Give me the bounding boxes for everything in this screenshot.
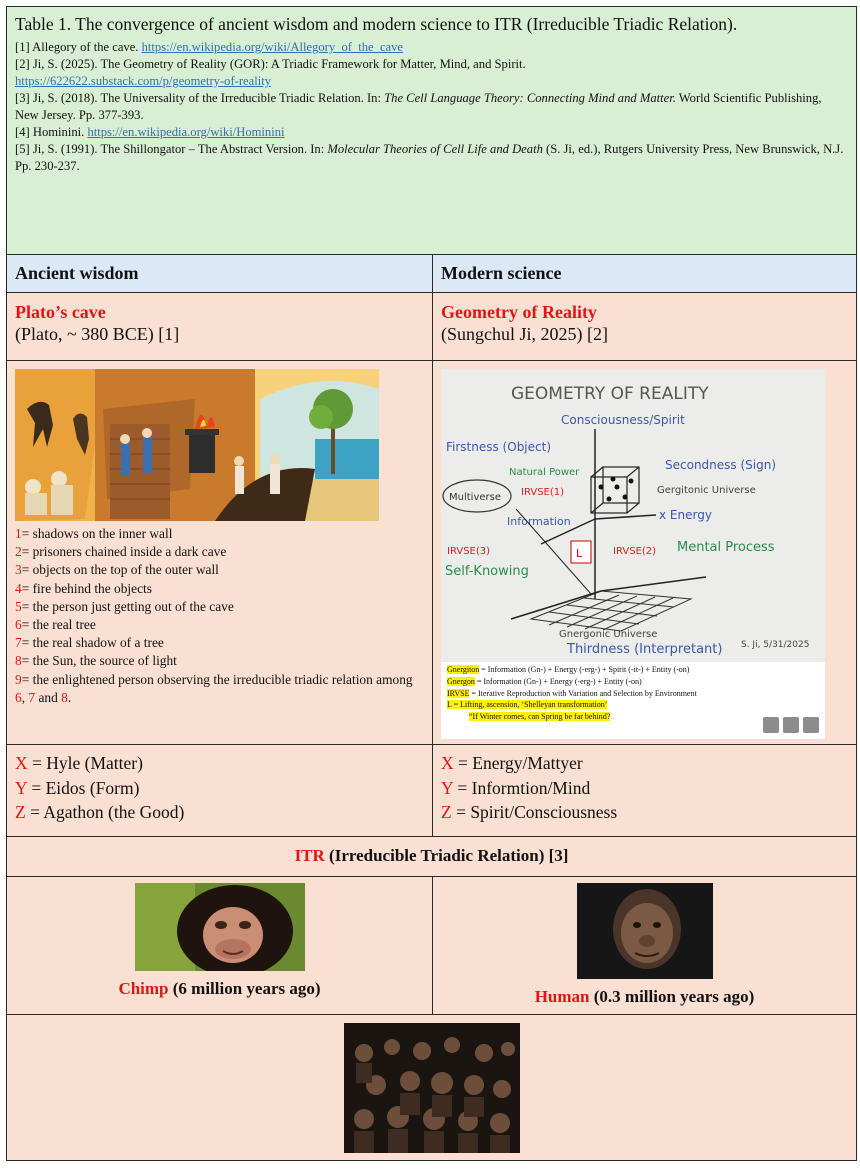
legend-item bbox=[15, 616, 424, 634]
modern-xyz-cell bbox=[433, 745, 857, 837]
caption-text: L = Lifting, ascension, ‘Shelleyan transformation’ bbox=[447, 700, 608, 710]
header-modern-science bbox=[433, 255, 857, 293]
itr-acronym: ITR bbox=[294, 846, 325, 865]
xyz-value: = Spirit/Consciousness bbox=[456, 802, 618, 822]
legend-ref-6: 6 bbox=[15, 689, 22, 705]
xyz-value: = Eidos (Form) bbox=[31, 777, 140, 798]
ref-number: [1] bbox=[15, 40, 30, 54]
gor-x-axis-lower bbox=[601, 577, 706, 591]
gor-information: Information bbox=[507, 515, 571, 528]
legend-text: = fire behind the objects bbox=[21, 580, 152, 596]
references bbox=[15, 39, 848, 175]
gor-caption-line bbox=[447, 699, 819, 711]
legend-text: = the real shadow of a tree bbox=[21, 635, 164, 651]
cave-illustration-svg bbox=[15, 369, 379, 521]
ref-text: Ji, S. (2025). The Geometry of Reality (GOR): A Triadic Framework for Matter, Mind, and Spirit. bbox=[32, 57, 526, 71]
cave-legend bbox=[15, 525, 424, 707]
reference-4 bbox=[15, 124, 848, 141]
gor-z-label: Consciousness/Spirit bbox=[561, 413, 685, 427]
legend-ref-7: 7 bbox=[28, 689, 36, 705]
legend-and: and bbox=[38, 689, 58, 705]
gor-irvse3: IRVSE(3) bbox=[447, 546, 491, 557]
cave-image-cell bbox=[7, 361, 433, 745]
gor-multiverse: Multiverse bbox=[449, 492, 501, 503]
xyz-line bbox=[441, 751, 848, 776]
gor-title-cell bbox=[433, 293, 857, 361]
early-human-photo bbox=[577, 883, 713, 979]
legend-text: = objects on the top of the outer wall bbox=[21, 562, 219, 578]
legend-number: 1 bbox=[15, 526, 22, 541]
xyz-key: Z bbox=[441, 802, 452, 822]
platos-cave-title bbox=[15, 293, 424, 345]
hominini-photo-svg bbox=[344, 1023, 520, 1153]
reference-5 bbox=[15, 141, 848, 175]
xyz-key: Y bbox=[441, 777, 453, 798]
ref-link[interactable]: https://en.wikipedia.org/wiki/Hominini bbox=[87, 125, 285, 139]
gor-secondness: Secondness (Sign) bbox=[665, 458, 777, 472]
copy-icon[interactable] bbox=[783, 717, 799, 733]
gor-caption-line bbox=[447, 664, 819, 676]
gor-thirdness: Thirdness (Interpretant) bbox=[567, 642, 723, 657]
ref-number: [2] bbox=[15, 57, 30, 71]
xyz-value: = Energy/Mattyer bbox=[458, 753, 583, 773]
ref-book-title: Molecular Theories of Cell Life and Death bbox=[327, 142, 543, 156]
header-right-text: Modern science bbox=[441, 263, 562, 283]
hominini-cell bbox=[7, 1015, 857, 1161]
gor-cube bbox=[591, 467, 639, 513]
legend-item bbox=[15, 634, 424, 652]
caption-text: “If Winter comes, can Spring be far behind? bbox=[469, 712, 611, 722]
xyz-key: X bbox=[441, 753, 454, 773]
header-left-text: Ancient wisdom bbox=[15, 263, 139, 283]
gor-mental-process: Mental Process bbox=[677, 540, 775, 555]
caption-text: = Iterative Reproduction with Variation and Selection by Environment bbox=[469, 688, 697, 698]
chimp-label: Chimp bbox=[118, 979, 169, 998]
legend-item bbox=[15, 598, 424, 616]
gor-natural-power: Natural Power bbox=[509, 467, 580, 478]
legend-item bbox=[15, 543, 424, 561]
legend-item bbox=[15, 652, 424, 670]
gor-firstness: Firstness (Object) bbox=[446, 440, 552, 454]
itr-heading bbox=[15, 837, 848, 875]
modern-xyz bbox=[441, 745, 848, 825]
ref-text: Ji, S. (1991). The Shillongator – The Abstract Version. In: bbox=[32, 142, 325, 156]
ref-tail: World Scientific Publishing, New Jersey. Pp. 377-393. bbox=[15, 91, 822, 122]
ancient-xyz bbox=[15, 745, 424, 825]
convergence-table bbox=[6, 6, 857, 1161]
gor-cube-dots bbox=[599, 477, 634, 502]
legend-number: 4 bbox=[15, 580, 22, 596]
xyz-key: Y bbox=[15, 777, 27, 798]
gor-title bbox=[441, 293, 848, 345]
gor-energy-axis: x Energy bbox=[659, 508, 712, 522]
chimp-caption bbox=[15, 978, 424, 1000]
gor-irvse1: IRVSE(1) bbox=[521, 487, 565, 498]
ref-tail: (S. Ji, ed.), Rutgers University Press, New Brunswick, N.J. Pp. 230-237. bbox=[15, 142, 844, 173]
xyz-line bbox=[15, 776, 424, 801]
download-icon[interactable] bbox=[763, 717, 779, 733]
gor-caption bbox=[441, 662, 825, 739]
legend-number: 5 bbox=[15, 598, 22, 614]
legend-number: 9 bbox=[15, 671, 22, 687]
caption-highlight: Gnergon bbox=[447, 676, 475, 686]
platos-cave-title-cell bbox=[7, 293, 433, 361]
reference-1 bbox=[15, 39, 848, 56]
cave-title-name: Plato’s cave bbox=[15, 302, 106, 322]
image-toolbar bbox=[763, 717, 819, 733]
legend-number: 8 bbox=[15, 653, 22, 669]
legend-ref-8: 8 bbox=[61, 689, 68, 705]
human-age: (0.3 million years ago) bbox=[593, 987, 755, 1006]
share-icon[interactable] bbox=[803, 717, 819, 733]
ref-text: Allegory of the cave. bbox=[32, 40, 139, 54]
legend-number: 3 bbox=[15, 562, 22, 578]
ref-link[interactable]: https://622622.substack.com/p/geometry-of-reality bbox=[15, 74, 272, 88]
hominini-group-photo bbox=[344, 1023, 520, 1153]
gor-diagram-title: GEOMETRY OF REALITY bbox=[511, 384, 709, 404]
human-cell bbox=[433, 877, 857, 1015]
cave-title-cite: (Plato, ~ 380 BCE) [1] bbox=[15, 324, 180, 344]
gor-x-axis-upper bbox=[595, 515, 656, 519]
xyz-key: X bbox=[15, 753, 28, 773]
legend-text: = the Sun, the source of light bbox=[21, 653, 177, 669]
xyz-line bbox=[15, 800, 424, 825]
legend-number: 6 bbox=[15, 617, 22, 633]
legend-number: 7 bbox=[15, 635, 22, 651]
gor-self-knowing: Self-Knowing bbox=[445, 564, 529, 579]
gor-lower-grid bbox=[531, 591, 691, 631]
ref-link[interactable]: https://en.wikipedia.org/wiki/Allegory_of_the_cave bbox=[141, 40, 404, 54]
legend-item bbox=[15, 580, 424, 598]
gor-gergitonic: Gergitonic Universe bbox=[657, 485, 756, 496]
human-caption bbox=[441, 986, 848, 1008]
gor-title-cite: (Sungchul Ji, 2025) [2] bbox=[441, 324, 608, 344]
chimp-photo bbox=[135, 883, 305, 971]
chimp-photo-svg bbox=[135, 883, 305, 971]
caption-highlight: Gnergiton bbox=[447, 665, 480, 674]
gor-l-label: L bbox=[576, 547, 583, 560]
geometry-of-reality-diagram bbox=[441, 369, 825, 739]
xyz-line bbox=[441, 776, 848, 801]
ref-number: [3] bbox=[15, 91, 30, 105]
human-label: Human bbox=[534, 987, 590, 1006]
table-title: Table 1. The convergence of ancient wisdom and modern science to ITR (Irreducible Triadic Relation). bbox=[15, 14, 738, 34]
reference-3 bbox=[15, 90, 848, 124]
legend-number: 2 bbox=[15, 544, 22, 560]
ref-book-title: The Cell Language Theory: Connecting Mind and Matter. bbox=[384, 91, 676, 105]
legend-text: = the real tree bbox=[21, 617, 96, 633]
xyz-value: = Hyle (Matter) bbox=[32, 753, 143, 773]
gor-caption-line bbox=[447, 676, 819, 688]
ancient-xyz-cell bbox=[7, 745, 433, 837]
itr-rest: (Irreducible Triadic Relation) [3] bbox=[329, 846, 569, 865]
ref-number: [5] bbox=[15, 142, 30, 156]
ref-text: Hominini. bbox=[32, 125, 85, 139]
ref-number: [4] bbox=[15, 125, 30, 139]
title-references-cell bbox=[7, 7, 857, 255]
gor-gnergonic: Gnergonic Universe bbox=[559, 629, 658, 640]
caption-highlight: IRVSE bbox=[447, 688, 470, 698]
gor-caption-line bbox=[447, 688, 819, 700]
gor-title-name: Geometry of Reality bbox=[441, 302, 597, 322]
legend-item: 9= the enlightened person observing the irreducible triadic relation among 6, 7 and 8. bbox=[15, 671, 413, 705]
legend-text: = the person just getting out of the cave bbox=[21, 598, 234, 614]
reference-2 bbox=[15, 56, 848, 90]
gor-irvse2: IRVSE(2) bbox=[613, 546, 657, 557]
legend-item bbox=[15, 525, 424, 543]
allegory-of-cave-illustration bbox=[15, 369, 379, 521]
ref-text: Ji, S. (2018). The Universality of the Irreducible Triadic Relation. In: bbox=[32, 91, 381, 105]
gor-diagram-svg bbox=[441, 369, 825, 662]
chimp-cell bbox=[7, 877, 433, 1015]
legend-item bbox=[15, 561, 424, 579]
xyz-line bbox=[441, 800, 848, 825]
xyz-value: = Agathon (the Good) bbox=[30, 802, 185, 822]
header-ancient-wisdom bbox=[7, 255, 433, 293]
xyz-value: = Informtion/Mind bbox=[457, 777, 591, 798]
xyz-line bbox=[15, 751, 424, 776]
itr-cell bbox=[7, 837, 857, 877]
gor-image-cell bbox=[433, 361, 857, 745]
legend-text: = prisoners chained inside a dark cave bbox=[21, 544, 227, 560]
gor-y-axis-lower bbox=[511, 591, 601, 619]
early-human-photo-svg bbox=[577, 883, 713, 979]
chimp-age: (6 million years ago) bbox=[172, 979, 321, 998]
caption-text: = Information (Gn-) + Energy (-erg-) + Spirit (-it-) + Entity (-on) bbox=[479, 665, 690, 674]
gor-signature: S. Ji, 5/31/2025 bbox=[741, 640, 810, 650]
caption-text: = Information (Gn-) + Energy (-erg-) + Entity (-on) bbox=[474, 676, 642, 686]
legend-text: = the enlightened person observing the irreducible triadic relation among bbox=[21, 671, 413, 687]
xyz-key: Z bbox=[15, 802, 26, 822]
legend-text: = shadows on the inner wall bbox=[21, 526, 173, 541]
